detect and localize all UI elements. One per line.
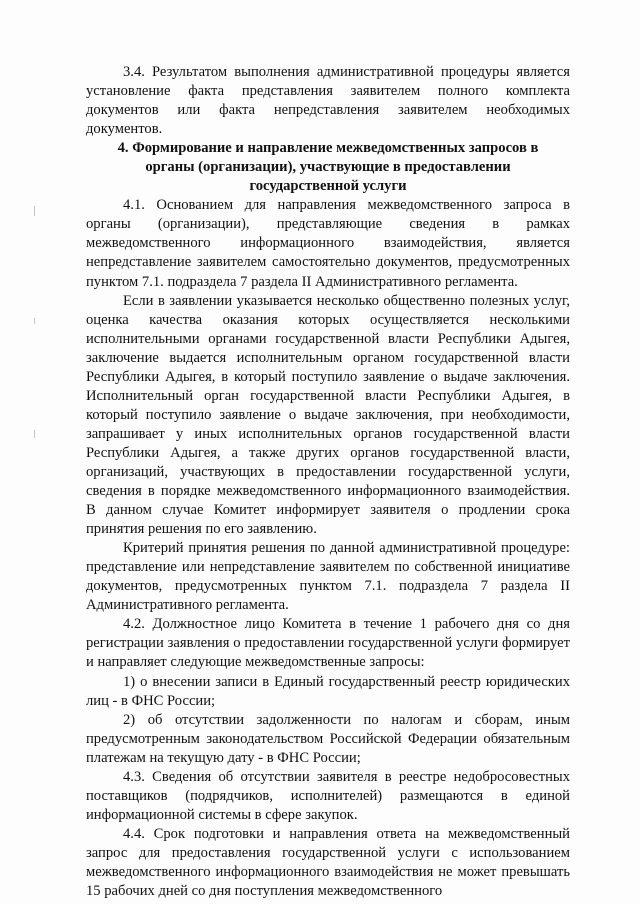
document-body (86, 63, 570, 901)
paragraph-4-3: 4.3. Сведения об отсутствии заявителя в реестре недобросовестных поставщиков (подрядчиков, исполнителей) размещаются в единой информационной системы в сфере закупок. (86, 768, 570, 823)
scan-margin-mark (34, 206, 35, 216)
scan-margin-mark (34, 430, 35, 438)
section-heading-4: 4. Формирование и направление межведомственных запросов в органы (организации), участвующие в предоставлении государственной услуги (117, 140, 539, 195)
paragraph-4-4: 4.4. Срок подготовки и направления ответа на межведомственный запрос для предоставления государственной услуги с использованием межведомственного информационного взаимодействия не может превышать 15 рабочих дней со дня поступления межведомственного (86, 825, 570, 900)
list-item-1: 1) о внесении записи в Единый государственный реестр юридических лиц - в ФНС России; (86, 673, 570, 709)
paragraph-multiple-services: Если в заявлении указывается несколько общественно полезных услуг, оценка качества оказания которых осуществляется несколькими исполнительными органами государственной власти Республики Адыгея, заключение выдается исполнительным органом государственной власти Республики Адыгея, в который поступило заявление о выдаче заключения. Исполнительный орган государственной власти Республики Адыгея, в который поступило заявление о выдаче заключения, при необходимости, запрашивает у иных исполнительных органов государственной власти Республики Адыгея, а также других органов государственной власти, организаций, участвующих в предоставлении государственной услуги, сведения в порядке межведомственного информационного взаимодействия. В данном случае Комитет информирует заявителя о продлении срока принятия решения по его заявлению. (86, 292, 570, 538)
list-item-2: 2) об отсутствии задолженности по налогам и сборам, иным предусмотренным законодательством Российской Федерации обязательным платежам на текущую дату - в ФНС России; (86, 711, 570, 766)
paragraph-4-2: 4.2. Должностное лицо Комитета в течение 1 рабочего дня со дня регистрации заявления о предоставлении государственной услуги формирует и направляет следующие межведомственные запросы: (86, 616, 570, 671)
paragraph-4-1: 4.1. Основанием для направления межведомственного запроса в органы (организации), представляющие сведения в рамках межведомственного информационного взаимодействия, является непредставление заявителем самостоятельно документов, предусмотренных пунктом 7.1. подраздела 7 раздела II Административного регламента. (86, 197, 570, 290)
scan-margin-mark (34, 318, 35, 324)
paragraph-decision-criterion: Критерий принятия решения по данной административной процедуре: представление или непредставление заявителем по собственной инициативе документов, предусмотренных пунктом 7.1. подраздела 7 раздела II Административного регламента. (86, 540, 570, 614)
paragraph-3-4: 3.4. Результатом выполнения административной процедуры является установление факта представления заявителем полного комплекта документов или факта непредставления заявителем необходимых документов. (86, 64, 570, 138)
